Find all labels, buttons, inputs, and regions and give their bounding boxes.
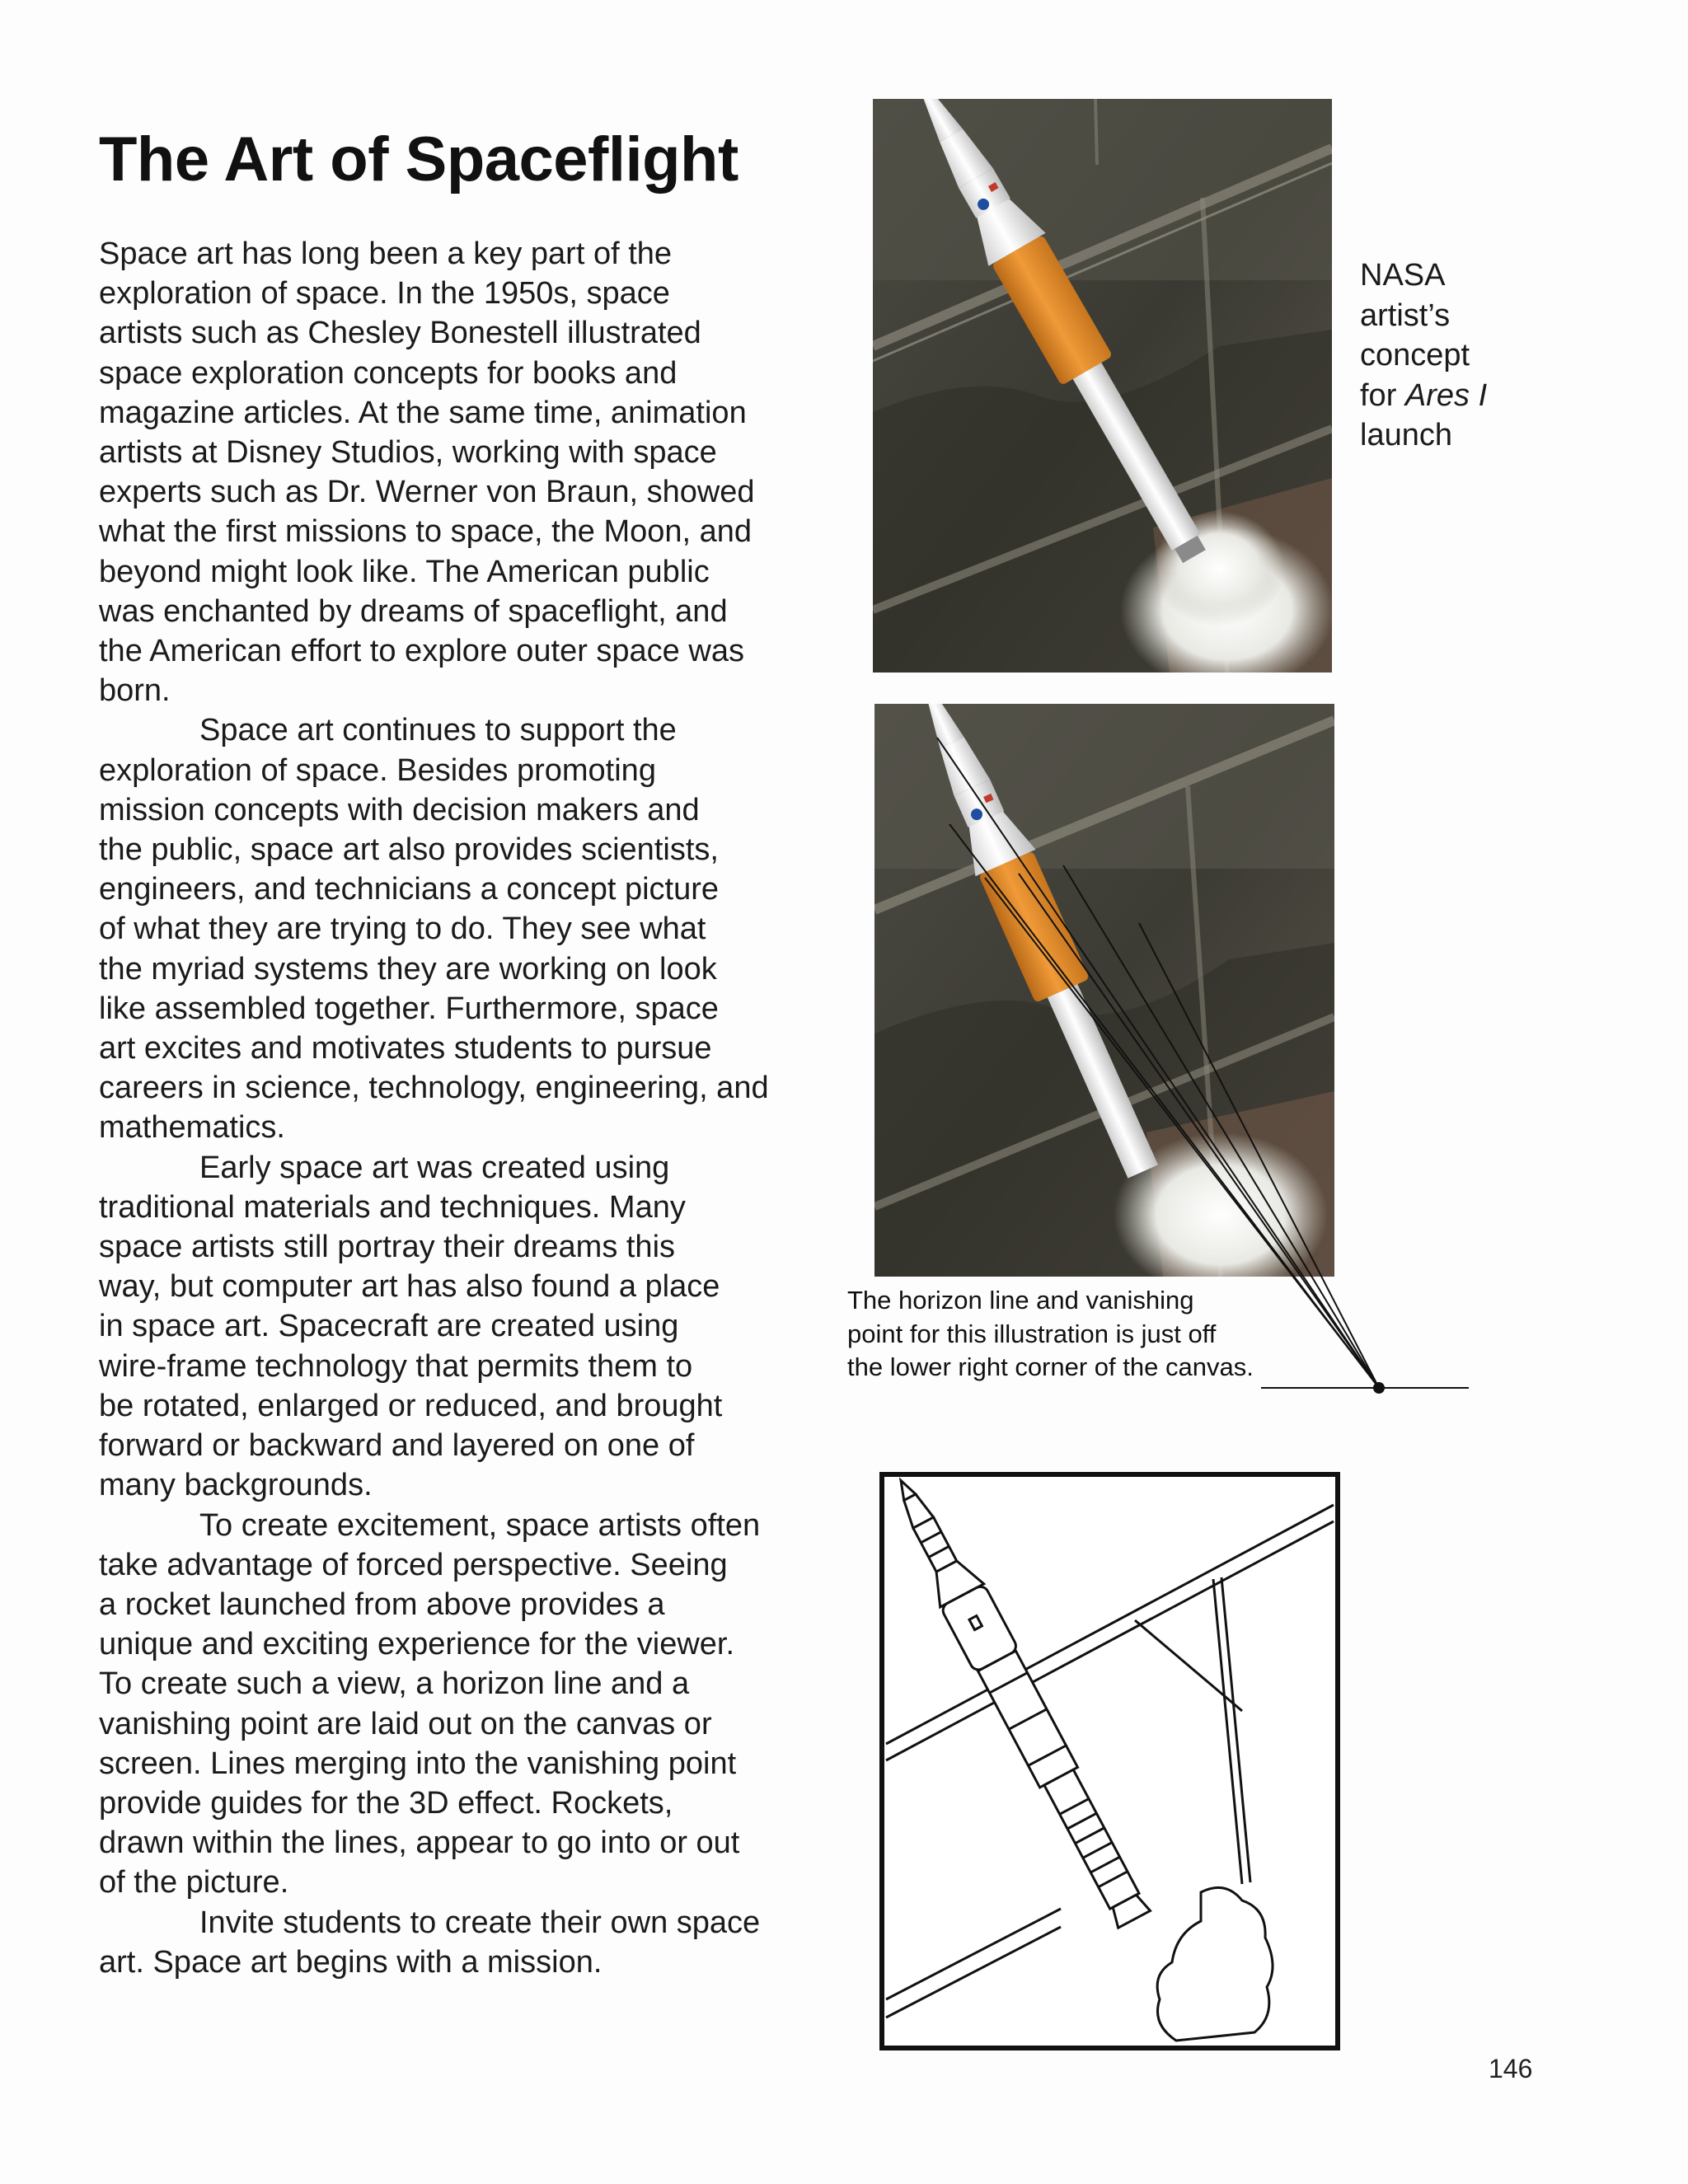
body-line: To create such a view, a horizon line and a xyxy=(99,1666,690,1702)
rocket-name: Ares I xyxy=(1404,377,1488,413)
caption-line: the lower right corner of the canvas. xyxy=(847,1352,1254,1381)
body-line: a rocket launched from above provides a xyxy=(99,1586,665,1622)
caption-line xyxy=(1360,376,1487,416)
body-line: of the picture. xyxy=(99,1865,289,1900)
body-line: careers in science, technology, engineering, and xyxy=(99,1071,769,1106)
caption-line: artist’s xyxy=(1360,298,1451,333)
body-line: screen. Lines merging into the vanishing point xyxy=(99,1746,737,1781)
body-line: exploration of space. Besides promoting xyxy=(99,752,656,788)
body-line: born. xyxy=(99,673,171,709)
body-line: vanishing point are laid out on the canvas or xyxy=(99,1706,712,1741)
body-line: many backgrounds. xyxy=(99,1468,373,1503)
body-line: take advantage of forced perspective. Seeing xyxy=(99,1547,728,1582)
body-line: space exploration concepts for books and xyxy=(99,355,678,391)
body-line: Early space art was created using xyxy=(199,1150,670,1185)
caption-line: The horizon line and vanishing xyxy=(847,1286,1194,1315)
page-number: 146 xyxy=(1489,2054,1533,2083)
body-line: in space art. Spacecraft are created using xyxy=(99,1309,679,1344)
body-line: art excites and motivates students to pursue xyxy=(99,1031,712,1066)
body-line: of what they are trying to do. They see what xyxy=(99,912,706,947)
body-line: provide guides for the 3D effect. Rockets, xyxy=(99,1785,673,1821)
body-line: exploration of space. In the 1950s, space xyxy=(99,276,670,312)
body-line: To create excitement, space artists often xyxy=(199,1507,761,1543)
body-line: space artists still portray their dreams this xyxy=(99,1230,676,1265)
perspective-guide-photo xyxy=(874,704,1334,1277)
body-line: artists at Disney Studios, working with space xyxy=(99,435,717,471)
body-line: engineers, and technicians a concept picture xyxy=(99,872,720,907)
body-line: beyond might look like. The American public xyxy=(99,554,710,589)
rocket-line-art xyxy=(879,1472,1340,2050)
body-line: drawn within the lines, appear to go into or out xyxy=(99,1825,740,1861)
body-line: was enchanted by dreams of spaceflight, and xyxy=(99,593,728,629)
caption-text: for xyxy=(1360,377,1405,413)
caption-line: NASA xyxy=(1360,258,1446,293)
body-line: the American effort to explore outer space was xyxy=(99,634,744,669)
body-line: traditional materials and techniques. Many xyxy=(99,1189,686,1225)
vanishing-point-caption xyxy=(847,1284,1254,1385)
body-line: the myriad systems they are working on look xyxy=(99,951,717,987)
body-line: wire-frame technology that permits them to xyxy=(99,1348,693,1384)
page-title: The Art of Spaceflight xyxy=(99,124,738,194)
body-line: way, but computer art has also found a place xyxy=(99,1269,720,1305)
body-line: artists such as Chesley Bonestell illustrated xyxy=(99,316,701,351)
body-line: what the first missions to space, the Moon, and xyxy=(99,514,753,550)
body-line: the public, space art also provides scientists, xyxy=(99,832,719,868)
body-line: art. Space art begins with a mission. xyxy=(99,1944,603,1980)
body-line: magazine articles. At the same time, animation xyxy=(99,395,747,430)
body-line: experts such as Dr. Werner von Braun, showed xyxy=(99,475,755,510)
body-line: mission concepts with decision makers and xyxy=(99,792,700,827)
body-line: Invite students to create their own space xyxy=(199,1905,761,1940)
body-line: like assembled together. Furthermore, space xyxy=(99,991,719,1026)
body-line: unique and exciting experience for the viewer. xyxy=(99,1627,735,1662)
body-line: mathematics. xyxy=(99,1110,285,1146)
caption-line: point for this illustration is just off xyxy=(847,1319,1217,1348)
ares-launch-photo xyxy=(873,99,1332,673)
body-text xyxy=(99,234,824,1982)
body-line: forward or backward and layered on one of xyxy=(99,1428,695,1464)
body-line: Space art continues to support the xyxy=(199,713,677,748)
body-line: be rotated, enlarged or reduced, and brought xyxy=(99,1388,723,1423)
caption-line: concept xyxy=(1360,338,1470,373)
vanishing-point xyxy=(1373,1382,1385,1394)
body-line: Space art has long been a key part of the xyxy=(99,237,673,271)
photo-caption xyxy=(1360,255,1487,456)
caption-line: launch xyxy=(1360,418,1452,452)
